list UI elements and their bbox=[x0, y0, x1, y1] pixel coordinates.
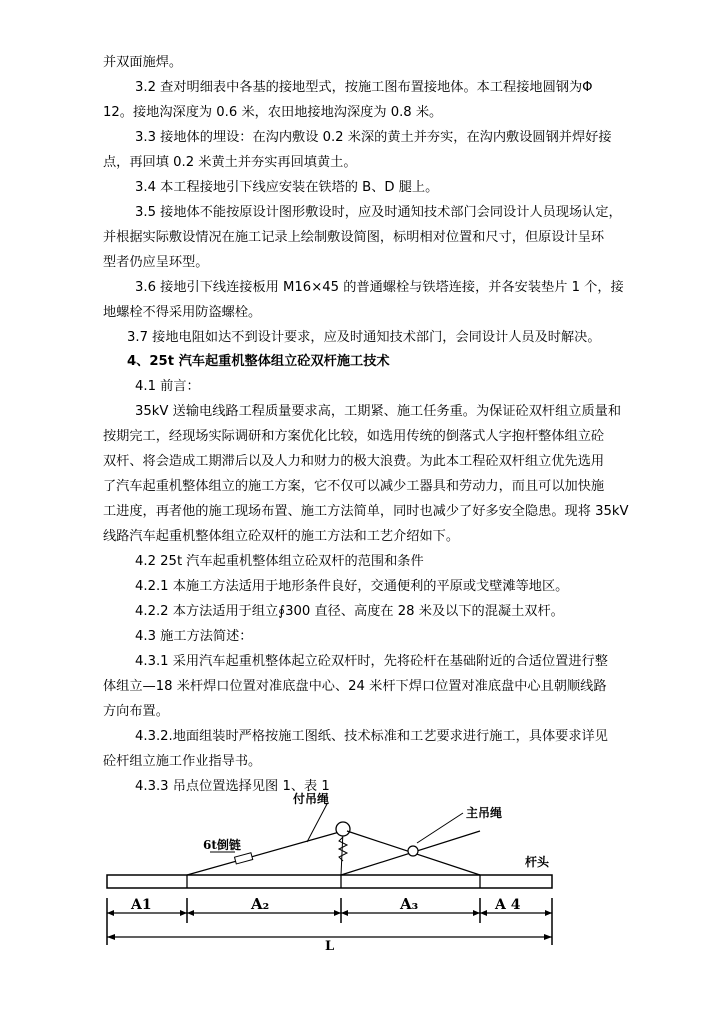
paragraph-line: 并双面施焊。 bbox=[103, 55, 183, 70]
paragraph-line: 4.3.1 采用汽车起重机整体起立砼双杆时，先将砼杆在基础附近的合适位置进行整 bbox=[135, 654, 608, 669]
paragraph-line: 12。接地沟深度为 0.6 米，农田地接地沟深度为 0.8 米。 bbox=[103, 105, 443, 120]
paragraph-line: 按期完工，经现场实际调研和方案优化比较，如选用传统的倒落式人字抱杆整体组立砼 bbox=[103, 429, 605, 444]
paragraph-line: 双杆、将会造成工期滞后以及人力和财力的极大浪费。为此本工程砼双杆组立优先选用 bbox=[103, 454, 605, 469]
paragraph-line: 点，再回填 0.2 米黄土并夯实再回填黄土。 bbox=[103, 155, 357, 170]
paragraph-line: 3.2 查对明细表中各基的接地型式，按施工图布置接地体。本工程接地圆钢为Φ bbox=[135, 80, 593, 95]
paragraph-line: 3.6 接地引下线连接板用 M16×45 的普通螺栓与铁塔连接，并各安装垫片 1 个，接 bbox=[135, 280, 624, 295]
paragraph-line: 型者仍应呈环型。 bbox=[103, 255, 209, 270]
section-heading: 4、25t 汽车起重机整体组立砼双杆施工技术 bbox=[127, 354, 390, 369]
paragraph-line: 3.4 本工程接地引下线应安装在铁塔的 B、D 腿上。 bbox=[135, 180, 439, 195]
paragraph-line: 砼杆组立施工作业指导书。 bbox=[103, 754, 262, 769]
segment-a1-label: A1 bbox=[131, 897, 152, 913]
pole-bar bbox=[107, 875, 552, 888]
paragraph-line: 4.2 25t 汽车起重机整体组立砼双杆的范围和条件 bbox=[135, 554, 424, 569]
paragraph-line: 3.7 接地电阻如达不到设计要求，应及时通知技术部门，会同设计人员及时解决。 bbox=[127, 330, 601, 345]
paragraph-line: 35kV 送输电线路工程质量要求高，工期紧、施工任务重。为保证砼双杆组立质量和 bbox=[135, 404, 622, 419]
paragraph-line: 线路汽车起重机整体组立砼双杆的施工方法和工艺介绍如下。 bbox=[103, 529, 460, 544]
paragraph-line: 了汽车起重机整体组立的施工方案，它不仅可以减少工器具和劳动力，而且可以加快施 bbox=[103, 479, 605, 494]
paragraph-line: 地螺栓不得采用防盗螺栓。 bbox=[103, 305, 262, 320]
paragraph-line: 4.3 施工方法简述： bbox=[135, 629, 253, 644]
paragraph-line: 体组立—18 米杆焊口位置对准底盘中心、24 米杆下焊口位置对准底盘中心且朝顺线路 bbox=[103, 679, 607, 694]
paragraph-line: 4.2.2 本方法适用于组立∮300 直径、高度在 28 米及以下的混凝土双杆。 bbox=[135, 604, 564, 619]
pulley-circle bbox=[336, 822, 350, 836]
main-sling-label: 主吊绳 bbox=[466, 806, 503, 820]
segment-a2-label: A₂ bbox=[251, 895, 270, 913]
paragraph-line: 3.3 接地体的埋设：在沟内敷设 0.2 米深的黄土并夯实，在沟内敷设圆钢并焊好接 bbox=[135, 130, 612, 145]
paragraph-line: 工进度，再者他的施工现场布置、施工方法简单，同时也减少了好多安全隐患。现将 35kV bbox=[103, 504, 629, 519]
paragraph-line: 并根据实际敷设情况在施工记录上绘制敷设简图，标明相对位置和尺寸，但原设计呈环 bbox=[103, 230, 605, 245]
paragraph-line: 4.1 前言： bbox=[135, 379, 200, 394]
chain-hoist-label: 6t倒链 bbox=[203, 838, 241, 852]
paragraph-line: 4.3.2.地面组装时严格按施工图纸、技术标准和工艺要求进行施工，具体要求详见 bbox=[135, 729, 608, 744]
chain-hoist-box bbox=[234, 853, 252, 864]
main-sling-center-ring bbox=[408, 846, 418, 856]
segment-a3-label: A₃ bbox=[400, 895, 419, 913]
paragraph-line: 4.2.1 本施工方法适用于地形条件良好，交通便利的平原或戈壁滩等地区。 bbox=[135, 579, 569, 594]
aux-sling-label: 付吊绳 bbox=[293, 792, 330, 806]
total-length-label: L bbox=[325, 939, 335, 954]
paragraph-line: 3.5 接地体不能按原设计图形敷设时，应及时通知技术部门会同设计人员现场认定， bbox=[135, 205, 622, 220]
paragraph-line: 4.3.3 吊点位置选择见图 1、表 1 bbox=[135, 779, 330, 794]
lifting-point-diagram bbox=[95, 785, 575, 965]
paragraph-line: 方向布置。 bbox=[103, 704, 169, 719]
segment-a4-label: A 4 bbox=[495, 897, 521, 913]
pole-head-label: 杆头 bbox=[525, 855, 550, 869]
